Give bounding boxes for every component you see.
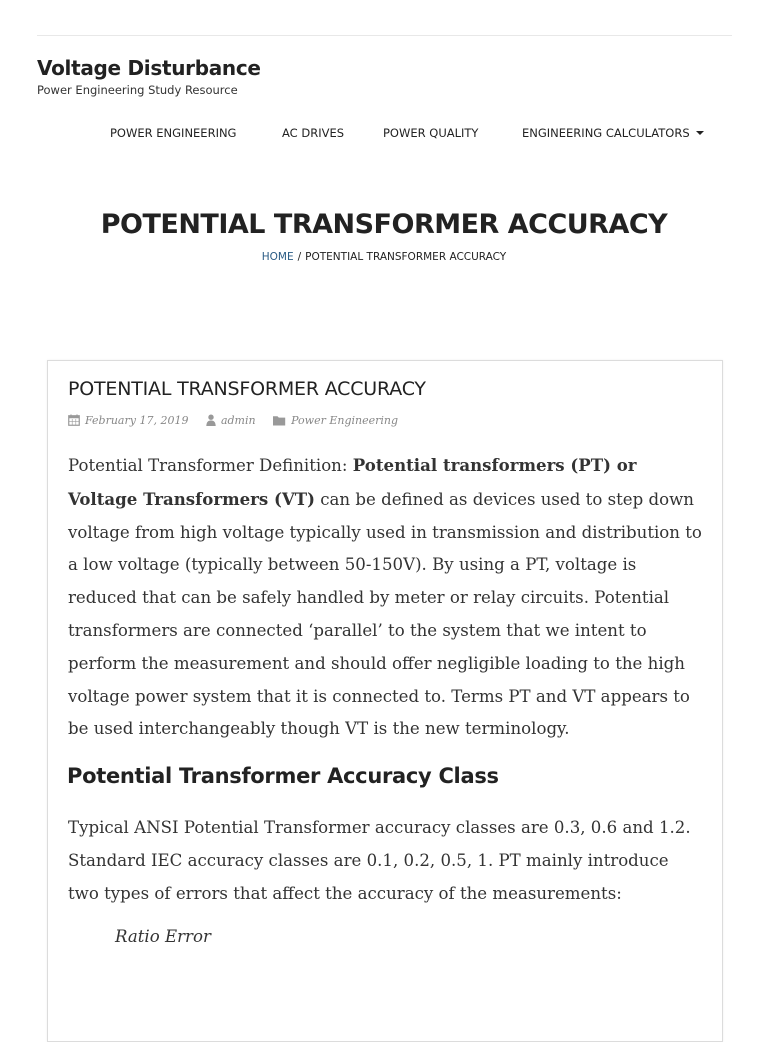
nav-item-label: ENGINEERING CALCULATORS (522, 126, 690, 140)
post-meta (68, 414, 412, 427)
post-category (273, 414, 398, 427)
nav-item-power-quality[interactable]: POWER QUALITY (383, 126, 479, 140)
main-navigation (0, 126, 768, 144)
calendar-icon (68, 414, 80, 426)
post-paragraph-accuracy: Typical ANSI Potential Transformer accuracy classes are 0.3, 0.6 and 1.2. Standard IEC accuracy classes are 0.1, 0.2, 0.5, 1. PT mainly introduce two types of errors that affect the accuracy of the measurements: (68, 818, 691, 903)
site-description: Power Engineering Study Resource (37, 83, 238, 97)
user-icon (206, 414, 216, 426)
post-date-link[interactable]: February 17, 2019 (85, 414, 189, 427)
post-title[interactable]: POTENTIAL TRANSFORMER ACCURACY (68, 378, 426, 400)
nav-item-engineering-calculators[interactable] (522, 126, 704, 140)
breadcrumb-separator: / (297, 251, 302, 263)
post-author (206, 414, 256, 427)
post-paragraph-definition (68, 449, 702, 746)
site-title[interactable]: Voltage Disturbance (37, 56, 261, 80)
nav-item-ac-drives[interactable]: AC DRIVES (282, 126, 345, 140)
list-item-ratio-error: Ratio Error (115, 927, 211, 946)
breadcrumb (0, 251, 768, 263)
paragraph-lead: Potential Transformer Definition: (68, 456, 353, 475)
nav-item-power-engineering[interactable]: POWER ENGINEERING (110, 126, 237, 140)
section-heading: Potential Transformer Accuracy Class (67, 764, 499, 788)
header-divider (37, 35, 732, 36)
breadcrumb-current: POTENTIAL TRANSFORMER ACCURACY (305, 251, 507, 263)
paragraph-body: can be defined as devices used to step down voltage from high voltage typically used in transmission and distribution to a low voltage (typically between 50-150V). By using a PT, voltage is reduced that can be safely handled by meter or relay circuits. Potential transformers are connected ‘parallel’ to the system that we intent to perform the measurement and should offer negligible loading to the high voltage power system that it is connected to. Terms PT and VT appears to be used interchangeably though VT is the new terminology. (68, 489, 702, 739)
folder-icon (273, 415, 286, 426)
page-title: POTENTIAL TRANSFORMER ACCURACY (100, 209, 668, 240)
post-date (68, 414, 188, 427)
paragraph-bold-term: Potential transformers (PT) or Voltage Transformers (VT) (68, 455, 637, 509)
breadcrumb-home-link[interactable]: HOME (261, 251, 294, 263)
post-category-link[interactable]: Power Engineering (291, 414, 399, 427)
post-card (47, 360, 723, 1042)
caret-down-icon (696, 131, 704, 135)
post-author-link[interactable]: admin (220, 414, 256, 427)
